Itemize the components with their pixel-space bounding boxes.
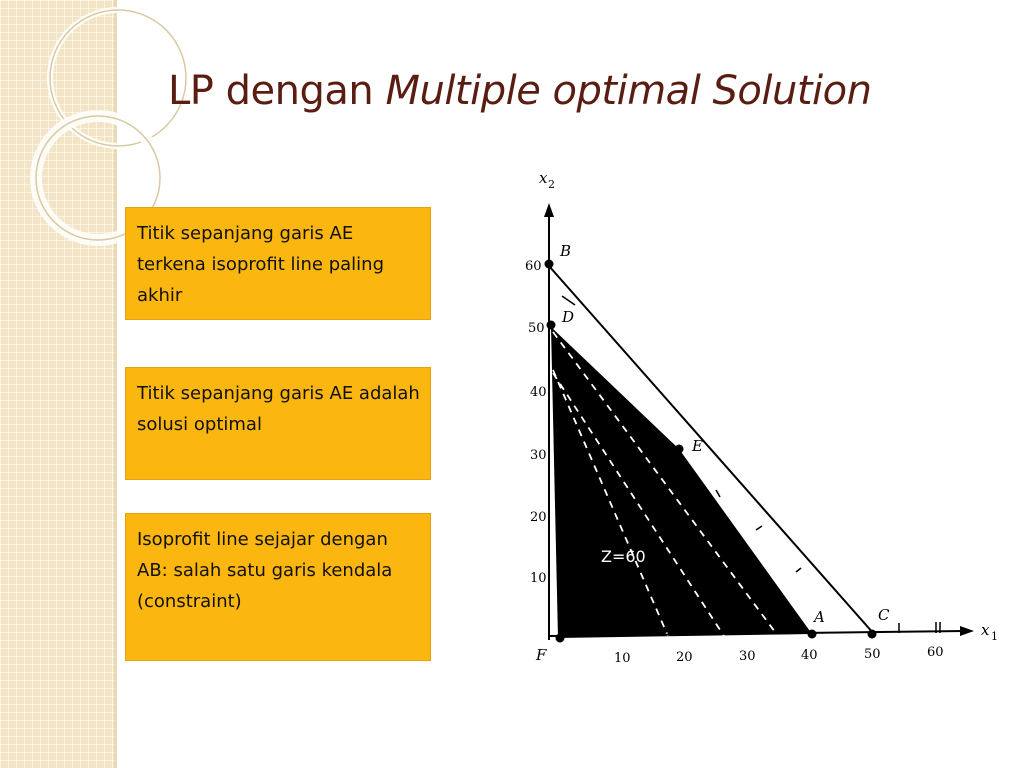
x-axis-subscript: 1: [991, 630, 998, 643]
point-f-label: F: [536, 646, 547, 664]
info-box-1: [125, 207, 431, 320]
y-tick-10: 10: [530, 571, 547, 586]
x-tick-20: 20: [676, 650, 693, 665]
x-tick-40: 40: [801, 648, 818, 663]
x-tick-50: 50: [864, 647, 881, 662]
y-tick-50: 50: [528, 321, 545, 336]
y-tick-labels: [525, 259, 547, 586]
title-italic: Multiple optimal Solution: [385, 68, 872, 114]
y-tick-30: 30: [530, 448, 547, 463]
x-tick-labels: [614, 645, 944, 666]
info-box-1-text: Titik sepanjang garis AE terkena isoprofit line paling akhir: [137, 223, 384, 306]
info-box-3: [125, 513, 431, 661]
x-tick-10: 10: [614, 651, 631, 666]
title-plain: LP dengan: [168, 68, 386, 114]
point-a-label: A: [814, 608, 825, 626]
x-tick-30: 30: [739, 649, 756, 664]
x-tick-60: 60: [927, 645, 944, 660]
point-e-label: E: [692, 437, 703, 455]
y-tick-20: 20: [530, 510, 547, 525]
point-d-label: D: [562, 308, 575, 326]
info-box-2: [125, 367, 431, 480]
info-box-3-text: Isoprofit line sejajar dengan AB: salah satu garis kendala (constraint): [137, 529, 393, 612]
y-tick-60: 60: [525, 259, 542, 274]
x-axis-label: x: [981, 621, 990, 639]
y-axis-label: x: [539, 169, 548, 187]
info-box-2-text: Titik sepanjang garis AE adalah solusi optimal: [137, 383, 420, 435]
lp-graph: [490, 160, 998, 680]
feasible-region: [551, 327, 812, 638]
y-tick-40: 40: [530, 385, 547, 400]
point-b-label: B: [560, 242, 572, 260]
x-axis-arrow: [960, 626, 974, 636]
slide-title: [168, 68, 871, 114]
y-axis-subscript: 2: [548, 178, 555, 191]
point-c-label: C: [878, 606, 890, 624]
y-axis-arrow: [544, 203, 554, 217]
z-value-label: Z=60: [601, 547, 646, 566]
